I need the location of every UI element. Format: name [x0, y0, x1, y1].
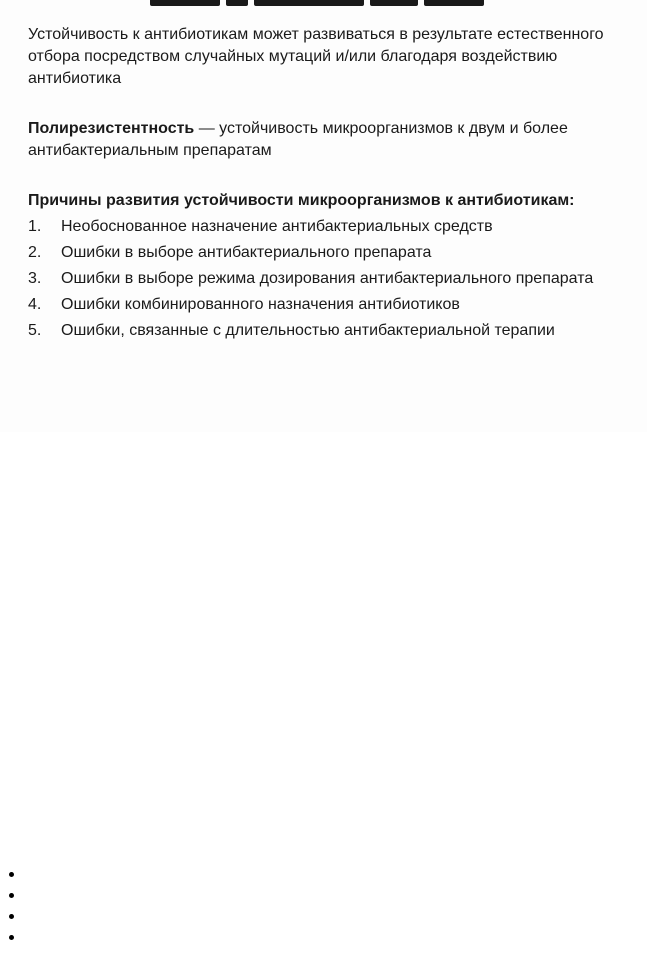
list-number: 4.: [28, 296, 42, 313]
causes-list: [28, 216, 628, 342]
definition-paragraph: [28, 118, 628, 162]
bullet-dot: [9, 893, 14, 898]
list-number: 5.: [28, 322, 42, 339]
slide-image: [0, 0, 647, 432]
bullet-dot: [9, 935, 14, 940]
list-text: Ошибки в выборе режима дозирования антибактериального препарата: [61, 270, 594, 287]
empty-bullet-list: [9, 872, 14, 956]
list-item: [28, 294, 628, 316]
list-number: 3.: [28, 270, 42, 287]
list-item: [28, 268, 628, 290]
bullet-dot: [9, 914, 14, 919]
intro-paragraph: Устойчивость к антибиотикам может развиваться в результате естественного отбора посредством случайных мутаций и/или благодаря воздействию антибиотика: [28, 26, 604, 87]
list-item: [28, 242, 628, 264]
causes-heading: Причины развития устойчивости микроорганизмов к антибиотикам:: [28, 192, 575, 209]
list-text: Необоснованное назначение антибактериальных средств: [61, 218, 493, 235]
definition-term: Полирезистентность: [28, 120, 195, 137]
list-item: [28, 320, 628, 342]
definition-text: — устойчивость микроорганизмов к двум и более антибактериальным препаратам: [28, 120, 568, 159]
bullet-dot: [9, 872, 14, 877]
list-item: [28, 216, 628, 238]
slide-content: [28, 24, 628, 346]
list-text: Ошибки в выборе антибактериального препарата: [61, 244, 432, 261]
list-number: 1.: [28, 218, 42, 235]
cropped-title: [150, 0, 510, 6]
list-text: Ошибки комбинированного назначения антибиотиков: [61, 296, 460, 313]
list-text: Ошибки, связанные с длительностью антибактериальной терапии: [61, 322, 555, 339]
list-number: 2.: [28, 244, 42, 261]
